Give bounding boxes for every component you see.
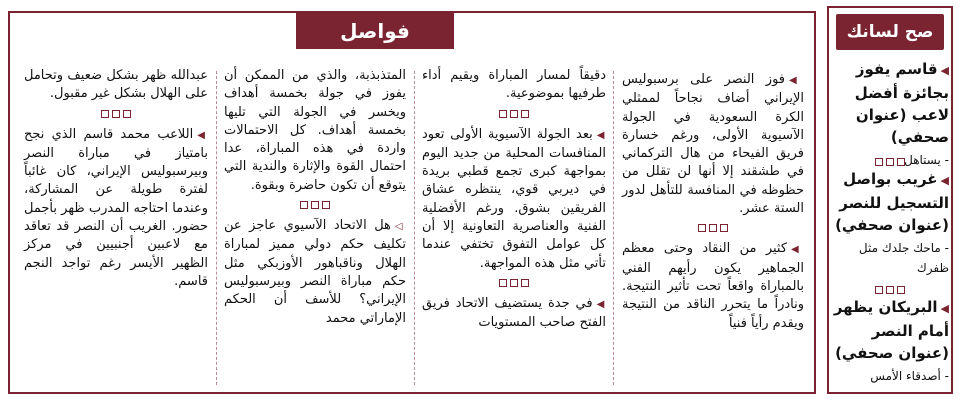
section-title: فواصل xyxy=(296,13,454,49)
sidebar-headline: غريب بواصل التسجيل للنصر (عنوان صحفي) xyxy=(835,170,949,234)
sidebar-comment: - أصدقاء الأمس xyxy=(870,369,949,383)
separator-boxes xyxy=(875,158,905,166)
sidebar-headline: قاسم يفوز بجائزة أفضل لاعب (عنوان صحفي) xyxy=(854,60,949,146)
sidebar-sah-lesanak xyxy=(827,6,953,394)
triangle-bullet-icon: ◀ xyxy=(596,298,606,310)
sidebar-item-1 xyxy=(833,58,949,170)
paragraph: هل الاتحاد الآسيوي عاجز عن تكليف حكم دولي مميز لمباراة الهلال وناقباهور الأوزبكي مثل حكم مباراة النصر وبيرسبوليس الإيراني؟ للأسف أن الحكم الإماراتي محمد xyxy=(224,218,406,326)
sidebar-item-3 xyxy=(833,296,949,386)
column-1 xyxy=(622,71,804,333)
column-3 xyxy=(224,67,406,328)
column-divider xyxy=(216,71,217,385)
sidebar-item-2 xyxy=(833,168,949,278)
separator-boxes xyxy=(24,110,208,118)
paragraph: في جدة يستضيف الاتحاد فريق الفتح صاحب المستويات xyxy=(422,295,606,331)
separator-boxes xyxy=(622,224,804,232)
sidebar-title: صح لسانك xyxy=(836,14,944,50)
sidebar-headline: البريكان يظهر أمام النصر (عنوان صحفي) xyxy=(833,298,949,362)
column-4 xyxy=(24,67,208,291)
paragraph: بعد الجولة الآسيوية الأولى تعود المنافسات المحلية من جديد اليوم بمواجهة كبرى تجمع قطبي بريدة في ديربي قوي، ينتظره عشاق الفريقين بشوق. ورغم الأفضلية الفنية والعناصرية التعاونية إلا أن كل عوامل التفوق تختفي عندما تأتي مثل هذه المواجهة. xyxy=(422,126,606,271)
separator-boxes xyxy=(422,279,606,287)
triangle-bullet-icon: ◀ xyxy=(791,244,804,256)
fawasel-section xyxy=(8,11,816,394)
column-2 xyxy=(422,67,606,333)
paragraph: كثير من النقاد وحتى معظم الجماهير يكون رأيهم الفني بالمباراة واقعاً تحت تأثير النتيجة. ونادراً ما يتحرر الناقد من النتيجة ويقدم رأياً فنياً xyxy=(622,241,804,331)
paragraph: فوز النصر على برسبوليس الإيراني أضاف نجاحاً لممثلي الكرة السعودية في الجولة الآسيوية الأولى، ورغم خسارة فريق الفيحاء من هال التركماني في طشقند إلا أنها لن تقلل من حظوظه في المنافسة للتأهل لدور الستة عشر. xyxy=(622,72,804,217)
column-divider xyxy=(613,71,614,385)
triangle-bullet-icon: ◀ xyxy=(596,129,606,141)
paragraph: عبدالله ظهر بشكل ضعيف وتحامل على الهلال بشكل غير مقبول. xyxy=(24,68,208,102)
triangle-bullet-icon: ◀ xyxy=(940,64,949,77)
triangle-bullet-icon: ◀ xyxy=(197,129,208,141)
sidebar-comment: - يستاهل xyxy=(904,153,949,167)
hollow-triangle-bullet-icon: ◁ xyxy=(394,221,406,233)
paragraph: اللاعب محمد قاسم الذي نجح بامتياز في مباراة النصر وبيرسبوليس الإيراني، كان غائباً لفترة طويلة عن المشاركة، وعندما احتاجه المدرب ظهر بأجمل حضور. الغريب أن النصر قد تعاقد مع لاعبين أجنبيين في مركز الظهير الأيسر رغم تواجد النجم قاسم. xyxy=(24,126,208,289)
sidebar-comment: - ماحك جلدك مثل ظفرك xyxy=(858,241,949,275)
paragraph: المتذبذبة، والذي من الممكن أن يفوز في جولة بخمسة أهداف ويخسر في الجولة التي تليها بخمسة أهداف. كل الاحتمالات واردة في هذه المباراة، عدا احتمال القوة والإثارة والندية التي يتوقع أن تكون حاضرة وبقوة. xyxy=(224,68,406,193)
triangle-bullet-icon: ◀ xyxy=(940,302,949,315)
paragraph: دقيقاً لمسار المباراة ويقيم أداء طرفيها بموضوعية. xyxy=(422,68,606,102)
triangle-bullet-icon: ◀ xyxy=(789,75,804,86)
triangle-bullet-icon: ◀ xyxy=(940,174,949,187)
separator-boxes xyxy=(422,110,606,118)
separator-boxes xyxy=(875,286,905,294)
separator-boxes xyxy=(224,201,406,209)
column-divider xyxy=(414,71,415,385)
